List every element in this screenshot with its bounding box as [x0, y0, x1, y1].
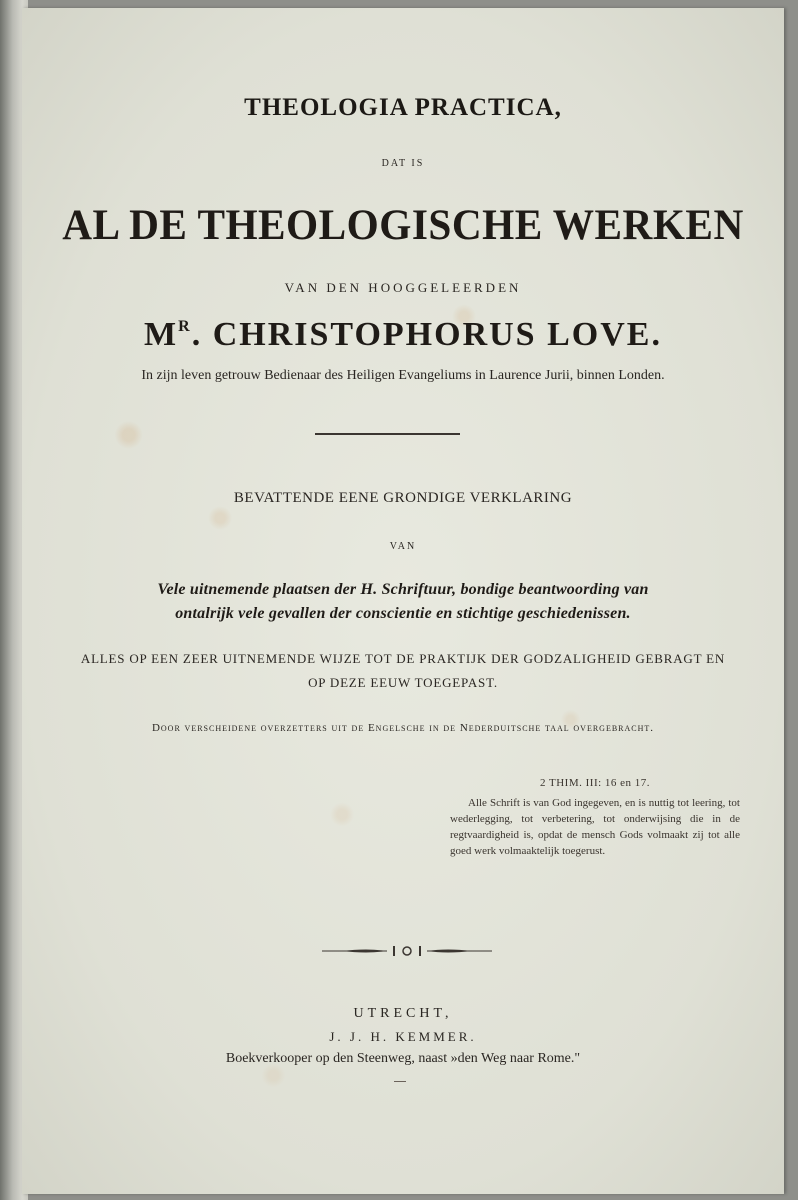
- title-page: [22, 8, 784, 1194]
- divider-rule: [315, 433, 460, 435]
- author-name-text: . CHRISTOPHORUS LOVE.: [191, 316, 662, 353]
- van-text: VAN: [389, 541, 417, 552]
- bevattende-text: BEVATTENDE EENE GRONDIGE VERKLARING: [233, 490, 573, 506]
- publisher-address: Boekverkooper op den Steenweg, naast »den Weg naar Rome.": [225, 1051, 581, 1066]
- vele-line-2: ontalrijk vele gevallen der conscientie en stichtige geschiedenissen.: [175, 605, 631, 622]
- quote-text: Alle Schrift is van God ingegeven, en is nuttig tot leering, tot wederlegging, tot verbetering, tot onderwijsing die in de regtvaardigheid is, opdat de mensch Gods volmaakt zij tot alle goed werk volmaaktelijk toegerust.: [450, 797, 740, 857]
- main-title: AL DE THEOLOGISCHE WERKEN: [62, 202, 744, 249]
- alles-line-2: OP DEZE EEUW TOEGEPAST.: [308, 675, 498, 690]
- author-description: In zijn leven getrouw Bedienaar des Heiligen Evangeliums in Laurence Jurii, binnen Londen.: [141, 368, 665, 383]
- alles-line-1: ALLES OP EEN ZEER UITNEMENDE WIJZE TOT DE PRAKTIJK DER GODZALIGHEID GEBRAGT EN: [80, 651, 726, 666]
- author-prefix-sup: R: [178, 318, 192, 335]
- dat-is-text: DAT IS: [381, 158, 425, 169]
- quote-reference: 2 THIM. III: 16 en 17.: [539, 777, 651, 789]
- end-rule: [394, 1081, 406, 1082]
- publisher-city: UTRECHT,: [353, 1006, 453, 1021]
- van-den-text: VAN DEN HOOGGELEERDEN: [284, 280, 522, 295]
- author-name: [22, 316, 784, 354]
- ornament-divider: [322, 941, 492, 961]
- title-small: THEOLOGIA PRACTICA,: [244, 94, 562, 121]
- door-text: Door verscheidene overzetters uit de Engelsche in de Nederduitsche taal overgebracht.: [151, 722, 655, 734]
- scripture-quote: [450, 775, 740, 859]
- publisher-name: J. J. H. KEMMER.: [329, 1029, 477, 1044]
- vele-line-1: Vele uitnemende plaatsen der H. Schriftuur, bondige beantwoording van: [157, 581, 649, 598]
- author-prefix: M: [144, 316, 179, 353]
